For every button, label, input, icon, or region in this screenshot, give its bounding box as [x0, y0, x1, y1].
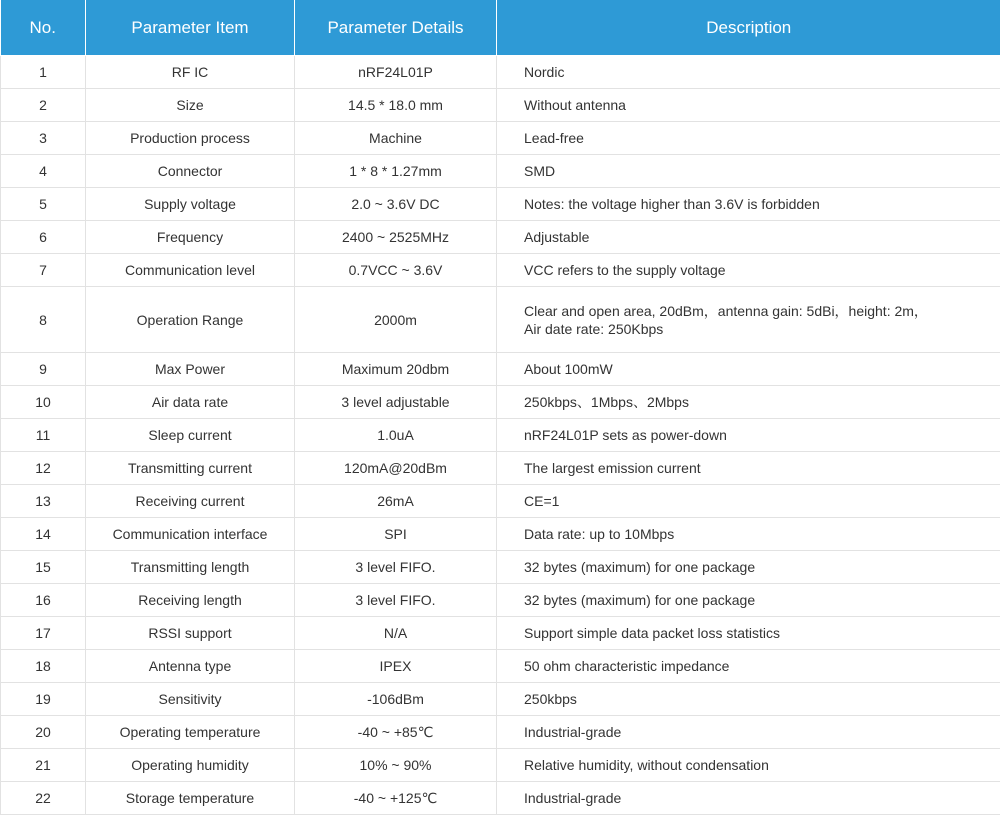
cell-item: Production process — [86, 122, 295, 155]
cell-description: nRF24L01P sets as power-down — [497, 419, 1000, 452]
cell-details: 2.0 ~ 3.6V DC — [295, 188, 497, 221]
cell-no: 17 — [1, 617, 86, 650]
cell-item: RSSI support — [86, 617, 295, 650]
cell-item: Connector — [86, 155, 295, 188]
cell-no: 6 — [1, 221, 86, 254]
cell-description: The largest emission current — [497, 452, 1000, 485]
cell-item: Receiving current — [86, 485, 295, 518]
cell-details: SPI — [295, 518, 497, 551]
cell-details: Maximum 20dbm — [295, 353, 497, 386]
cell-item: Operating temperature — [86, 716, 295, 749]
cell-item: Sensitivity — [86, 683, 295, 716]
cell-description: Industrial-grade — [497, 716, 1000, 749]
cell-item: Frequency — [86, 221, 295, 254]
cell-item: Storage temperature — [86, 782, 295, 815]
cell-item: Size — [86, 89, 295, 122]
table-row — [1, 122, 1000, 155]
cell-no: 7 — [1, 254, 86, 287]
cell-details: Machine — [295, 122, 497, 155]
cell-details: IPEX — [295, 650, 497, 683]
cell-description: Nordic — [497, 56, 1000, 89]
cell-description: Adjustable — [497, 221, 1000, 254]
cell-item: Communication level — [86, 254, 295, 287]
cell-description: CE=1 — [497, 485, 1000, 518]
cell-no: 18 — [1, 650, 86, 683]
table-row — [1, 485, 1000, 518]
cell-item: Receiving length — [86, 584, 295, 617]
cell-details: 2400 ~ 2525MHz — [295, 221, 497, 254]
table-row — [1, 287, 1000, 353]
cell-details: 3 level FIFO. — [295, 551, 497, 584]
cell-details: nRF24L01P — [295, 56, 497, 89]
cell-details: -106dBm — [295, 683, 497, 716]
cell-no: 9 — [1, 353, 86, 386]
table-row — [1, 782, 1000, 815]
cell-item: Air data rate — [86, 386, 295, 419]
cell-description: 250kbps、1Mbps、2Mbps — [497, 386, 1000, 419]
cell-description: 50 ohm characteristic impedance — [497, 650, 1000, 683]
cell-description — [497, 287, 1000, 353]
cell-no: 22 — [1, 782, 86, 815]
cell-no: 12 — [1, 452, 86, 485]
cell-no: 1 — [1, 56, 86, 89]
table-row — [1, 56, 1000, 89]
cell-details: 10% ~ 90% — [295, 749, 497, 782]
cell-item: Communication interface — [86, 518, 295, 551]
table-row — [1, 716, 1000, 749]
cell-description: Notes: the voltage higher than 3.6V is forbidden — [497, 188, 1000, 221]
cell-description: Data rate: up to 10Mbps — [497, 518, 1000, 551]
cell-item: Antenna type — [86, 650, 295, 683]
header-no: No. — [1, 0, 86, 56]
cell-description: Industrial-grade — [497, 782, 1000, 815]
cell-no: 16 — [1, 584, 86, 617]
cell-no: 11 — [1, 419, 86, 452]
table-row — [1, 221, 1000, 254]
table-row — [1, 386, 1000, 419]
cell-details: 26mA — [295, 485, 497, 518]
cell-description: 32 bytes (maximum) for one package — [497, 584, 1000, 617]
cell-description: 32 bytes (maximum) for one package — [497, 551, 1000, 584]
cell-details: 3 level FIFO. — [295, 584, 497, 617]
cell-description: Lead-free — [497, 122, 1000, 155]
cell-description: VCC refers to the supply voltage — [497, 254, 1000, 287]
cell-description: About 100mW — [497, 353, 1000, 386]
cell-no: 20 — [1, 716, 86, 749]
table-row — [1, 155, 1000, 188]
cell-details: 3 level adjustable — [295, 386, 497, 419]
header-row — [1, 0, 1000, 56]
cell-no: 15 — [1, 551, 86, 584]
cell-description: 250kbps — [497, 683, 1000, 716]
cell-item: Operating humidity — [86, 749, 295, 782]
cell-item: Transmitting current — [86, 452, 295, 485]
table-row — [1, 584, 1000, 617]
table-row — [1, 254, 1000, 287]
table-row — [1, 452, 1000, 485]
cell-description: Support simple data packet loss statistics — [497, 617, 1000, 650]
cell-item: Sleep current — [86, 419, 295, 452]
header-parameter-item: Parameter Item — [86, 0, 295, 56]
cell-item: Supply voltage — [86, 188, 295, 221]
table-row — [1, 89, 1000, 122]
cell-no: 2 — [1, 89, 86, 122]
cell-no: 13 — [1, 485, 86, 518]
table-body — [1, 56, 1000, 815]
cell-no: 5 — [1, 188, 86, 221]
table-row — [1, 551, 1000, 584]
cell-item: Transmitting length — [86, 551, 295, 584]
cell-no: 3 — [1, 122, 86, 155]
cell-description: Without antenna — [497, 89, 1000, 122]
table-row — [1, 188, 1000, 221]
table-header — [1, 0, 1000, 56]
description-line-1: Clear and open area, 20dBm，antenna gain: 5dBi，height: 2m， — [524, 302, 928, 319]
table-row — [1, 749, 1000, 782]
cell-details: 120mA@20dBm — [295, 452, 497, 485]
cell-item: RF IC — [86, 56, 295, 89]
cell-details: 1.0uA — [295, 419, 497, 452]
cell-item: Max Power — [86, 353, 295, 386]
cell-details: -40 ~ +85℃ — [295, 716, 497, 749]
cell-no: 10 — [1, 386, 86, 419]
cell-no: 21 — [1, 749, 86, 782]
cell-no: 4 — [1, 155, 86, 188]
cell-details: 0.7VCC ~ 3.6V — [295, 254, 497, 287]
cell-no: 14 — [1, 518, 86, 551]
cell-no: 8 — [1, 287, 86, 353]
table-row — [1, 683, 1000, 716]
table-row — [1, 617, 1000, 650]
table-row — [1, 353, 1000, 386]
cell-description: Relative humidity, without condensation — [497, 749, 1000, 782]
table-row — [1, 419, 1000, 452]
cell-description: SMD — [497, 155, 1000, 188]
cell-no: 19 — [1, 683, 86, 716]
cell-details: 14.5 * 18.0 mm — [295, 89, 497, 122]
cell-details: 1 * 8 * 1.27mm — [295, 155, 497, 188]
header-description: Description — [497, 0, 1000, 56]
cell-details: N/A — [295, 617, 497, 650]
table-row — [1, 518, 1000, 551]
description-line-2: Air date rate: 250Kbps — [524, 320, 664, 337]
cell-item: Operation Range — [86, 287, 295, 353]
cell-details: -40 ~ +125℃ — [295, 782, 497, 815]
table-row — [1, 650, 1000, 683]
header-parameter-details: Parameter Details — [295, 0, 497, 56]
cell-details: 2000m — [295, 287, 497, 353]
